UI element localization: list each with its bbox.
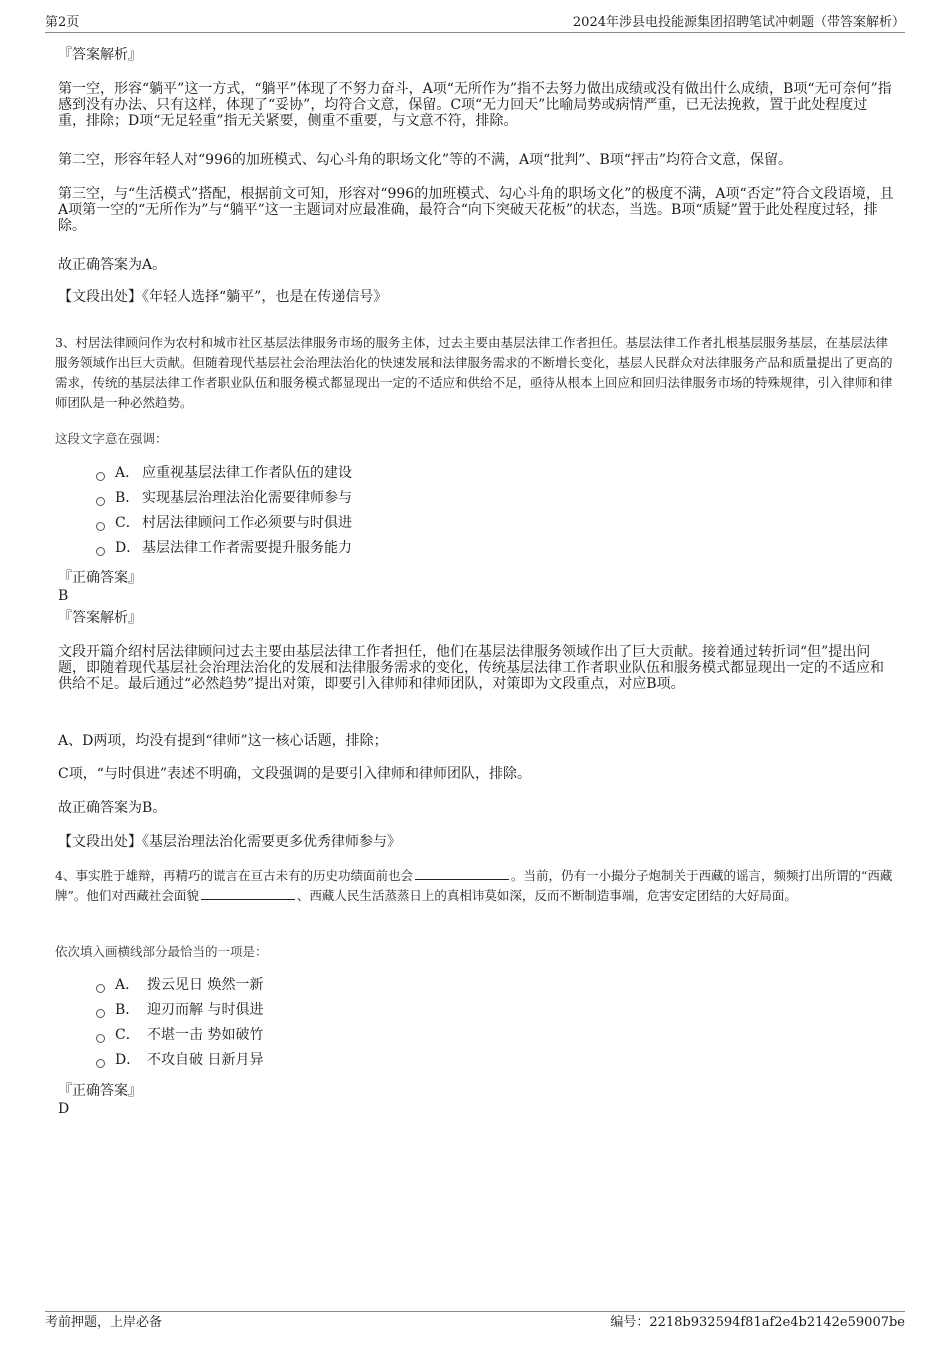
footer-slogan: 考前押题，上岸必备 [45,1315,163,1330]
q4-option-d[interactable]: D． 不攻自破 日新月异 [96,1048,596,1073]
q3-answer: B [58,588,69,604]
document-id: 编号：2218b932594f81af2e4b2142e59007be [610,1315,905,1330]
q3-options [96,461,596,561]
q2-analysis-p2: 第二空，形容年轻人对“996的加班模式、勾心斗角的职场文化”等的不满，A项“批判”、B项“抨击”均符合文意，保留。 [58,152,793,168]
q2-analysis-p3: 第三空，与“生活模式”搭配，根据前文可知，形容对“996的加班模式、勾心斗角的职场文化”的极度不满，A项“否定”符合文段语境，且A项第一空的“无所作为”与“躺平”这一主题词对应最准确，最符合“向下突破天花板”的状态，当选。B项“质疑”置于此处程度过轻，排除。 [58,186,894,234]
q3-prompt: 这段文字意在强调： [55,431,168,446]
q3-answer-label: 『正确答案』 [58,570,142,586]
q4-options [96,973,596,1073]
q3-question: 3、村居法律顾问作为农村和城市社区基层法律服务市场的服务主体，过去主要由基层法律工作者担任。基层法律工作者扎根基层服务基层，在基层法律服务领域作出巨大贡献。但随着现代基层社会治理法治化的快速发展和法律服务需求的不断增长变化，基层人民群众对法律服务产品和质量提出了更高的需求，传统的基层法律工作者职业队伍和服务模式都显现出一定的不适应和供给不足，亟待从根本上回应和回归法律服务市场的特殊规律，引入律师和律师团队是一种必然趋势。 [55,335,893,410]
q4-answer-label: 『正确答案』 [58,1083,142,1099]
fill-blank-2 [201,887,295,900]
q3-analysis-p2: A、D两项，均没有提到“律师”这一核心话题，排除； [58,733,388,749]
q3-analysis-label: 『答案解析』 [58,610,142,626]
fill-blank-1 [415,867,509,880]
q3-option-a[interactable]: A． 应重视基层法律工作者队伍的建设 [96,461,596,486]
q3-source: 【文段出处】《基层治理法治化需要更多优秀律师参与》 [58,834,401,850]
q4-prompt: 依次填入画横线部分最恰当的一项是： [55,944,268,959]
q3-analysis-p3: C项，“与时俱进”表述不明确，文段强调的是要引入律师和律师团队，排除。 [58,766,532,782]
radio-icon[interactable] [96,1034,105,1043]
q4-option-b[interactable]: B． 迎刃而解 与时俱进 [96,998,596,1023]
q2-analysis-p1: 第一空，形容“躺平”这一方式，“躺平”体现了不努力奋斗，A项“无所作为”指不去努力做出成绩或没有做出什么成绩，B项“无可奈何”指感到没有办法、只有这样，体现了“妥协”，均符合文意，保留。C项“无力回天”比喻局势或病情严重，已无法挽救，置于此处程度过重，排除；D项“无足轻重”指无关紧要，侧重不重要，与文意不符，排除。 [58,81,892,129]
q3-analysis-p1: 文段开篇介绍村居法律顾问过去主要由基层法律工作者担任，他们在基层法律服务领域作出了巨大贡献。接着通过转折词“但”提出问题，即随着现代基层社会治理法治化的发展和法律服务需求的变化，传统基层法律工作者职业队伍和服务模式都显现出一定的不适应和供给不足。最后通过“必然趋势”提出对策，即要引入律师和律师团队，对策即为文段重点，对应B项。 [58,644,884,692]
q4-option-a[interactable]: A． 拨云见日 焕然一新 [96,973,596,998]
document-title: 2024年涉县电投能源集团招聘笔试冲刺题（带答案解析） [572,15,905,30]
radio-icon[interactable] [96,497,105,506]
q3-option-b[interactable]: B． 实现基层治理法治化需要律师参与 [96,486,596,511]
q4-question: 4、事实胜于雄辩，再精巧的谎言在亘古未有的历史功绩面前也会 。当前，仍有一小撮分子炮制关于西藏的谣言，频频打出所谓的“西藏牌”。他们对西藏社会面貌 、西藏人民生活蒸蒸日上的真相讳莫如深，反而不断制造事端，危害安定团结的大好局面。 [55,868,893,903]
q4-option-c[interactable]: C． 不堪一击 势如破竹 [96,1023,596,1048]
q2-conclusion: 故正确答案为A。 [58,257,167,273]
page-footer [45,1311,905,1333]
radio-icon[interactable] [96,472,105,481]
q3-conclusion: 故正确答案为B。 [58,800,167,816]
q2-source: 【文段出处】《年轻人选择“躺平”，也是在传递信号》 [58,289,388,305]
radio-icon[interactable] [96,522,105,531]
page-header [45,14,905,33]
q4-answer: D [58,1101,70,1117]
q3-option-c[interactable]: C． 村居法律顾问工作必须要与时俱进 [96,511,596,536]
page-number: 第2页 [45,15,80,30]
radio-icon[interactable] [96,547,105,556]
q3-option-d[interactable]: D． 基层法律工作者需要提升服务能力 [96,536,596,561]
q2-analysis-label: 『答案解析』 [58,47,142,63]
radio-icon[interactable] [96,1009,105,1018]
radio-icon[interactable] [96,984,105,993]
radio-icon[interactable] [96,1059,105,1068]
